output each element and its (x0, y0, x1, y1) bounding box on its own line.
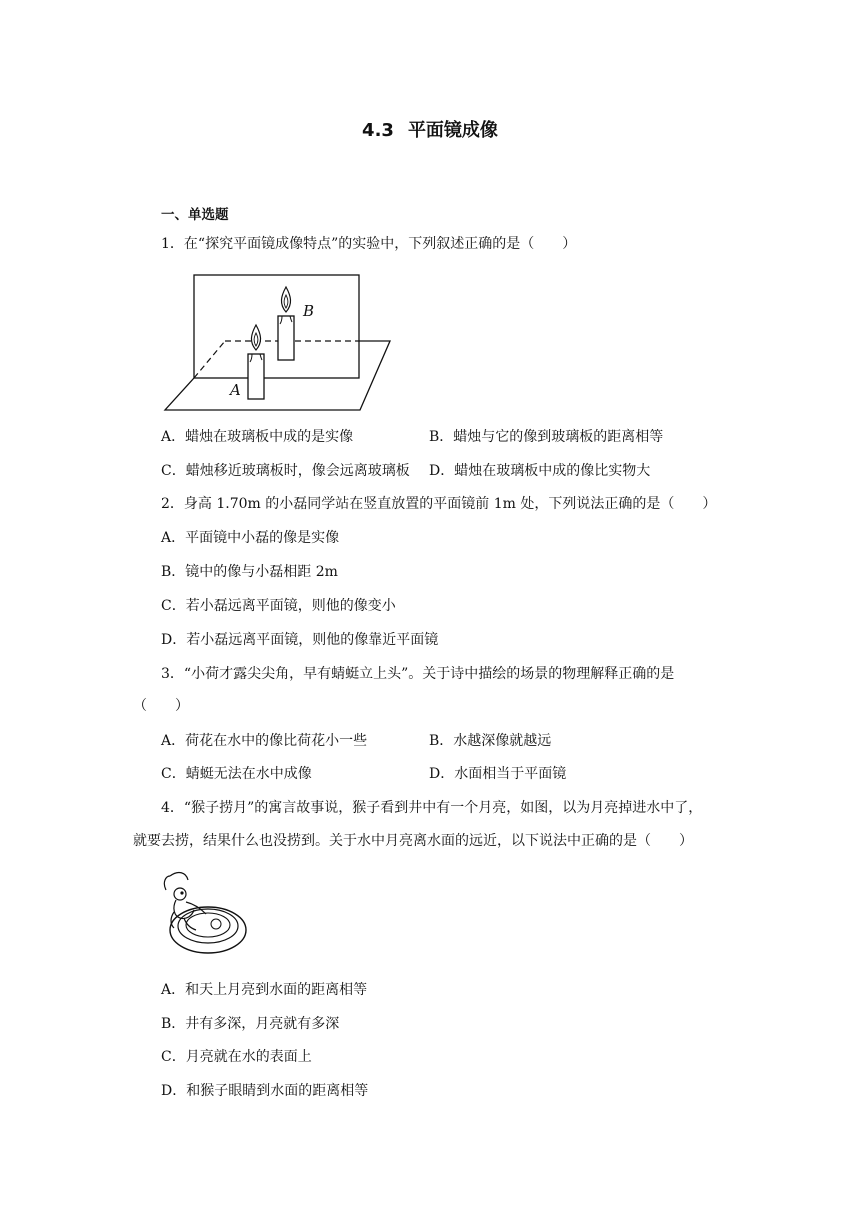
q4-option-b[interactable]: B．井有多深，月亮就有多深 (161, 1016, 340, 1032)
q4-option-a[interactable]: A．和天上月亮到水面的距离相等 (161, 982, 368, 998)
q2-option-a[interactable]: A．平面镜中小磊的像是实像 (161, 530, 340, 546)
monkey-icon (164, 873, 206, 930)
q1-option-a[interactable]: A．蜡烛在玻璃板中成的是实像 (161, 429, 354, 445)
q2-option-d[interactable]: D．若小磊远离平面镜，则他的像靠近平面镜 (161, 632, 439, 648)
title-number: 4.3 (362, 120, 394, 141)
q3-stem-line2: （ ） (133, 698, 189, 714)
q1-option-b[interactable]: B．蜡烛与它的像到玻璃板的距离相等 (429, 429, 664, 445)
q2-option-c[interactable]: C．若小磊远离平面镜，则他的像变小 (161, 598, 396, 614)
candle-b-icon (278, 287, 294, 360)
candle-mirror-figure (160, 270, 395, 415)
moon-reflection-icon (211, 919, 221, 929)
q4-stem-line2: 就要去捞，结果什么也没捞到。关于水中月亮离水面的远近，以下说法中正确的是（ ） (133, 833, 693, 849)
q3-stem-line1: 3．“小荷才露尖尖角，早有蜻蜓立上头”。关于诗中描绘的场景的物理解释正确的是 (161, 666, 675, 682)
q3-option-c[interactable]: C．蜻蜓无法在水中成像 (161, 766, 312, 782)
q2-option-b[interactable]: B．镜中的像与小磊相距 2m (161, 564, 338, 580)
label-a: A (230, 381, 241, 399)
q4-option-d[interactable]: D．和猴子眼睛到水面的距离相等 (161, 1083, 369, 1099)
q1-option-c[interactable]: C．蜡烛移近玻璃板时，像会远离玻璃板 (161, 463, 410, 479)
q1-stem: 1．在“探究平面镜成像特点”的实验中，下列叙述正确的是（ ） (161, 236, 577, 252)
section-heading: 一、单选题 (161, 207, 229, 223)
page-title (0, 116, 860, 142)
q4-stem-line1: 4．“猴子捞月”的寓言故事说，猴子看到井中有一个月亮，如图，以为月亮掉进水中了， (161, 800, 703, 816)
glass-plate (194, 275, 359, 378)
title-text: 平面镜成像 (407, 120, 498, 141)
q3-option-b[interactable]: B．水越深像就越远 (429, 733, 552, 749)
q2-stem: 2．身高 1.70m 的小磊同学站在竖直放置的平面镜前 1m 处，下列说法正确的是（ ） (161, 496, 717, 512)
q1-option-d[interactable]: D．蜡烛在玻璃板中成的像比实物大 (429, 463, 651, 479)
label-b: B (303, 302, 315, 320)
monkey-well-figure (158, 868, 253, 960)
well-icon (170, 907, 246, 953)
q3-option-a[interactable]: A．荷花在水中的像比荷花小一些 (161, 733, 368, 749)
candle-a-icon (248, 325, 264, 399)
q3-option-d[interactable]: D．水面相当于平面镜 (429, 766, 567, 782)
q4-option-c[interactable]: C．月亮就在水的表面上 (161, 1049, 312, 1065)
